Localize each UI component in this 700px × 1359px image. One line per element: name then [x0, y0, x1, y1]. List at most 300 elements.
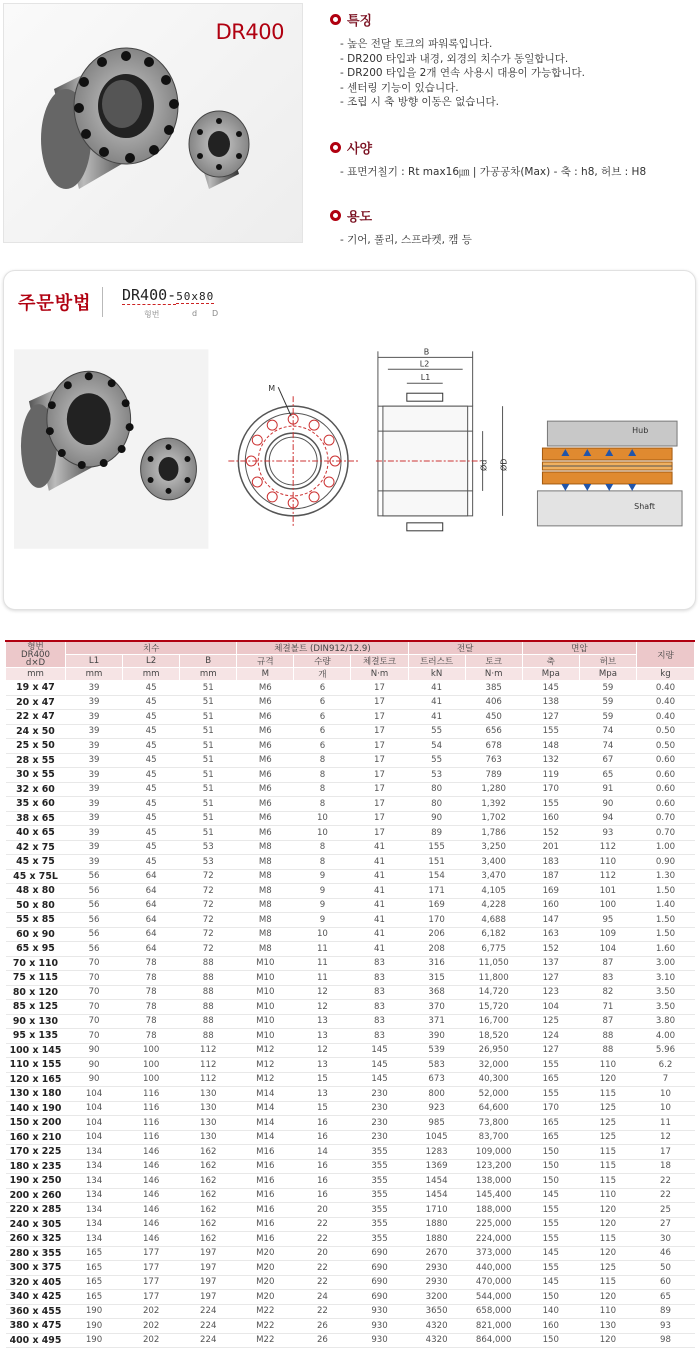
list-item: - 높은 전달 토크의 파워록입니다. — [340, 38, 493, 50]
table-cell: 3200 — [408, 1290, 465, 1305]
column-header: L1 — [66, 655, 123, 668]
table-cell: 104 — [66, 1116, 123, 1131]
table-cell: 12 — [637, 1130, 695, 1145]
table-cell: 177 — [123, 1246, 180, 1261]
table-cell: 59 — [579, 710, 636, 725]
table-cell: 83,700 — [465, 1130, 522, 1145]
table-cell: 41 — [351, 913, 408, 928]
table-cell: 673 — [408, 1072, 465, 1087]
table-cell: 1.50 — [637, 884, 695, 899]
table-cell: 78 — [123, 1029, 180, 1044]
table-row — [6, 1333, 695, 1348]
table-cell: 0.90 — [637, 855, 695, 870]
table-cell: 22 — [637, 1174, 695, 1189]
table-cell: 155 — [522, 797, 579, 812]
table-cell: 177 — [123, 1261, 180, 1276]
table-cell: 45 — [123, 840, 180, 855]
size-cell: 100 x 145 — [6, 1043, 66, 1058]
table-cell: 1880 — [408, 1217, 465, 1232]
table-cell: M20 — [237, 1261, 294, 1276]
table-cell: 132 — [522, 753, 579, 768]
table-cell: 6 — [294, 739, 351, 754]
label-phi-D: ØD — [499, 458, 509, 471]
table-cell: 100 — [123, 1058, 180, 1073]
table-cell: 116 — [123, 1130, 180, 1145]
table-row — [6, 898, 695, 913]
table-cell: 224,000 — [465, 1232, 522, 1247]
table-row — [6, 1145, 695, 1160]
table-cell: 39 — [66, 811, 123, 826]
table-cell: 440,000 — [465, 1261, 522, 1276]
table-cell: 17 — [637, 1145, 695, 1160]
table-cell: 3,400 — [465, 855, 522, 870]
table-cell: 145 — [522, 1188, 579, 1203]
table-cell: 72 — [180, 927, 237, 942]
table-cell: 45 — [123, 681, 180, 696]
table-cell: 51 — [180, 681, 237, 696]
table-cell: 8 — [294, 768, 351, 783]
table-cell: 155 — [522, 1261, 579, 1276]
table-cell: 88 — [180, 985, 237, 1000]
table-cell: 104 — [579, 942, 636, 957]
table-cell: M8 — [237, 869, 294, 884]
table-cell: M10 — [237, 956, 294, 971]
table-cell: 165 — [66, 1275, 123, 1290]
table-cell: M6 — [237, 826, 294, 841]
table-cell: 112 — [180, 1058, 237, 1073]
header-pressure: 면압 — [522, 641, 636, 655]
table-cell: 789 — [465, 768, 522, 783]
table-cell: 155 — [522, 1203, 579, 1218]
order-code-type-label: 형번 — [144, 310, 160, 319]
table-cell: 160 — [522, 811, 579, 826]
table-cell: 115 — [579, 1275, 636, 1290]
table-cell: 115 — [579, 1174, 636, 1189]
table-cell: 39 — [66, 724, 123, 739]
table-cell: 74 — [579, 739, 636, 754]
table-cell: 27 — [637, 1217, 695, 1232]
table-cell: 41 — [408, 681, 465, 696]
list-item: - 기어, 풀리, 스프라켓, 캠 등 — [340, 234, 472, 246]
table-row — [6, 1174, 695, 1189]
table-cell: 125 — [579, 1261, 636, 1276]
table-cell: 0.40 — [637, 681, 695, 696]
table-cell: 1.50 — [637, 913, 695, 928]
table-row — [6, 1217, 695, 1232]
table-cell: 41 — [351, 855, 408, 870]
table-cell: 112 — [180, 1043, 237, 1058]
table-cell: 450 — [465, 710, 522, 725]
table-cell: 51 — [180, 826, 237, 841]
table-cell: 4320 — [408, 1319, 465, 1334]
table-cell: 355 — [351, 1217, 408, 1232]
table-cell: 41 — [351, 884, 408, 899]
table-cell: 70 — [66, 971, 123, 986]
table-cell: 17 — [351, 710, 408, 725]
table-cell: 177 — [123, 1290, 180, 1305]
spec-heading: 사양 — [330, 138, 646, 157]
table-cell: 90 — [579, 797, 636, 812]
table-cell: 17 — [351, 739, 408, 754]
table-cell: 3.50 — [637, 1000, 695, 1015]
table-cell: 115 — [579, 1145, 636, 1160]
table-cell: 864,000 — [465, 1333, 522, 1348]
table-cell: M8 — [237, 884, 294, 899]
table-cell: M8 — [237, 942, 294, 957]
table-cell: 45 — [123, 710, 180, 725]
table-cell: 18,520 — [465, 1029, 522, 1044]
table-cell: 40,300 — [465, 1072, 522, 1087]
table-cell: 165 — [522, 1116, 579, 1131]
table-cell: 56 — [66, 942, 123, 957]
table-cell: 59 — [579, 695, 636, 710]
table-cell: 160 — [522, 1319, 579, 1334]
table-cell: 130 — [180, 1130, 237, 1145]
table-cell: 6 — [294, 681, 351, 696]
table-cell: 190 — [66, 1304, 123, 1319]
table-cell: 70 — [66, 1000, 123, 1015]
table-cell: 8 — [294, 840, 351, 855]
table-cell: 17 — [351, 695, 408, 710]
table-cell: M16 — [237, 1159, 294, 1174]
column-header: 트러스트 — [408, 655, 465, 668]
table-cell: M6 — [237, 681, 294, 696]
table-cell: 64,600 — [465, 1101, 522, 1116]
unit-header: mm — [6, 668, 66, 681]
table-cell: 110 — [579, 1188, 636, 1203]
table-cell: 17 — [351, 768, 408, 783]
table-cell: M16 — [237, 1174, 294, 1189]
size-cell: 35 x 60 — [6, 797, 66, 812]
table-cell: 150 — [522, 1159, 579, 1174]
table-cell: 73,800 — [465, 1116, 522, 1131]
table-cell: 100 — [123, 1043, 180, 1058]
table-cell: 53 — [180, 855, 237, 870]
table-cell: 355 — [351, 1159, 408, 1174]
table-row — [6, 695, 695, 710]
table-cell: 14 — [294, 1145, 351, 1160]
table-cell: 197 — [180, 1290, 237, 1305]
table-cell: 39 — [66, 710, 123, 725]
table-cell: 17 — [351, 681, 408, 696]
unit-header: Mpa — [579, 668, 636, 681]
table-cell: 197 — [180, 1261, 237, 1276]
table-cell: 154 — [408, 869, 465, 884]
table-cell: 539 — [408, 1043, 465, 1058]
table-cell: 120 — [579, 1072, 636, 1087]
table-row — [6, 1130, 695, 1145]
size-cell: 280 x 355 — [6, 1246, 66, 1261]
table-cell: 78 — [123, 1000, 180, 1015]
table-cell: 39 — [66, 739, 123, 754]
table-cell: M8 — [237, 913, 294, 928]
table-cell: 17 — [351, 724, 408, 739]
table-cell: 1,702 — [465, 811, 522, 826]
table-row — [6, 1159, 695, 1174]
table-cell: 51 — [180, 724, 237, 739]
table-cell: 55 — [408, 753, 465, 768]
table-row — [6, 1029, 695, 1044]
header-size: 형번 DR400 d×D — [6, 641, 66, 668]
table-row — [6, 971, 695, 986]
table-cell: M10 — [237, 1000, 294, 1015]
table-cell: 26 — [294, 1319, 351, 1334]
table-cell: 145,400 — [465, 1188, 522, 1203]
table-cell: 0.60 — [637, 797, 695, 812]
table-cell: 26,950 — [465, 1043, 522, 1058]
table-cell: 690 — [351, 1290, 408, 1305]
size-cell: 200 x 260 — [6, 1188, 66, 1203]
table-cell: 17 — [351, 782, 408, 797]
unit-header: Mpa — [522, 668, 579, 681]
header-bolt: 체결볼트 (DIN912/12.9) — [237, 641, 408, 655]
table-cell: 94 — [579, 811, 636, 826]
table-cell: 120 — [579, 1246, 636, 1261]
table-cell: 13 — [294, 1029, 351, 1044]
table-cell: 130 — [180, 1087, 237, 1102]
product-model-title: DR400 — [215, 20, 284, 44]
table-cell: 163 — [522, 927, 579, 942]
size-cell: 120 x 165 — [6, 1072, 66, 1087]
spec-list — [340, 165, 646, 180]
table-cell: 22 — [294, 1217, 351, 1232]
table-cell: M6 — [237, 797, 294, 812]
table-cell: 162 — [180, 1145, 237, 1160]
table-cell: 0.40 — [637, 695, 695, 710]
table-row — [6, 884, 695, 899]
size-cell: 24 x 50 — [6, 724, 66, 739]
table-cell: 88 — [180, 1000, 237, 1015]
table-cell: 91 — [579, 782, 636, 797]
table-cell: 41 — [351, 942, 408, 957]
table-cell: 6.2 — [637, 1058, 695, 1073]
specification-table — [5, 640, 695, 1348]
table-row — [6, 739, 695, 754]
table-cell: 90 — [66, 1043, 123, 1058]
table-cell: 0.60 — [637, 768, 695, 783]
table-cell: 39 — [66, 855, 123, 870]
table-cell: 67 — [579, 753, 636, 768]
table-cell: 656 — [465, 724, 522, 739]
table-cell: 22 — [294, 1275, 351, 1290]
table-cell: 134 — [66, 1203, 123, 1218]
order-code — [122, 285, 219, 319]
table-cell: 145 — [351, 1043, 408, 1058]
table-cell: M20 — [237, 1290, 294, 1305]
column-header: L2 — [123, 655, 180, 668]
table-cell: 115 — [579, 1159, 636, 1174]
table-cell: 41 — [351, 840, 408, 855]
table-cell: 13 — [294, 1058, 351, 1073]
table-row — [6, 1014, 695, 1029]
table-cell: 112 — [180, 1072, 237, 1087]
table-cell: 3.50 — [637, 985, 695, 1000]
table-row — [6, 797, 695, 812]
table-cell: 104 — [66, 1130, 123, 1145]
table-cell: 39 — [66, 681, 123, 696]
table-cell: 0.50 — [637, 724, 695, 739]
table-cell: 90 — [66, 1058, 123, 1073]
column-header: 체결토크 — [351, 655, 408, 668]
table-cell: 4.00 — [637, 1029, 695, 1044]
column-header: 토크 — [465, 655, 522, 668]
header-dims: 치수 — [66, 641, 237, 655]
table-cell: 155 — [522, 1087, 579, 1102]
table-cell: 78 — [123, 985, 180, 1000]
table-cell: 82 — [579, 985, 636, 1000]
table-cell: 55 — [408, 724, 465, 739]
table-cell: M10 — [237, 1029, 294, 1044]
table-row — [6, 768, 695, 783]
table-cell: 64 — [123, 913, 180, 928]
table-cell: 316 — [408, 956, 465, 971]
table-cell: 130 — [180, 1116, 237, 1131]
table-cell: 16 — [294, 1159, 351, 1174]
table-cell: 123 — [522, 985, 579, 1000]
table-cell: 10 — [637, 1101, 695, 1116]
table-cell: 72 — [180, 884, 237, 899]
table-cell: 110 — [579, 1304, 636, 1319]
table-cell: 1,786 — [465, 826, 522, 841]
table-cell: 120 — [579, 1333, 636, 1348]
size-cell: 110 x 155 — [6, 1058, 66, 1073]
table-cell: 130 — [180, 1101, 237, 1116]
table-cell: M22 — [237, 1319, 294, 1334]
table-cell: 230 — [351, 1087, 408, 1102]
table-cell: 12 — [294, 985, 351, 1000]
list-item: - 조립 시 축 방향 이동은 없습니다. — [340, 96, 500, 109]
circle-bullet-icon — [330, 142, 341, 153]
table-cell: 224 — [180, 1333, 237, 1348]
table-cell: 152 — [522, 826, 579, 841]
table-cell: 169 — [522, 884, 579, 899]
unit-header: M — [237, 668, 294, 681]
table-cell: 1283 — [408, 1145, 465, 1160]
table-cell: M14 — [237, 1116, 294, 1131]
table-cell: 127 — [522, 1043, 579, 1058]
table-cell: M10 — [237, 1014, 294, 1029]
table-cell: 64 — [123, 927, 180, 942]
table-cell: 11 — [637, 1116, 695, 1131]
list-item: - 표면거칠기 : Rt max16㎛ | 가공공차(Max) - 축 : h8, 허브 : H8 — [340, 166, 647, 178]
table-cell: M12 — [237, 1072, 294, 1087]
table-cell: 3650 — [408, 1304, 465, 1319]
size-cell: 85 x 125 — [6, 1000, 66, 1015]
table-cell: 146 — [123, 1159, 180, 1174]
table-cell: 10 — [294, 826, 351, 841]
table-cell: 155 — [522, 1217, 579, 1232]
table-cell: M6 — [237, 753, 294, 768]
table-cell: 78 — [123, 956, 180, 971]
table-cell: 16 — [294, 1188, 351, 1203]
table-cell: 39 — [66, 826, 123, 841]
table-cell: 171 — [408, 884, 465, 899]
table-cell: 10 — [294, 927, 351, 942]
table-cell: 155 — [522, 724, 579, 739]
table-cell: 64 — [123, 898, 180, 913]
table-cell: 41 — [408, 695, 465, 710]
table-cell: 187 — [522, 869, 579, 884]
table-cell: 51 — [180, 782, 237, 797]
table-cell: 373,000 — [465, 1246, 522, 1261]
table-cell: 72 — [180, 898, 237, 913]
table-cell: 137 — [522, 956, 579, 971]
table-cell: 197 — [180, 1275, 237, 1290]
table-cell: 109 — [579, 927, 636, 942]
size-cell: 380 x 475 — [6, 1319, 66, 1334]
table-row — [6, 1116, 695, 1131]
table-cell: 355 — [351, 1188, 408, 1203]
table-cell: 18 — [637, 1159, 695, 1174]
table-cell: 9 — [294, 898, 351, 913]
table-cell: 90 — [408, 811, 465, 826]
table-cell: 146 — [123, 1174, 180, 1189]
table-cell: 155 — [522, 1058, 579, 1073]
table-cell: 6 — [294, 724, 351, 739]
table-cell: 98 — [637, 1333, 695, 1348]
size-cell: 340 x 425 — [6, 1290, 66, 1305]
table-cell: 46 — [637, 1246, 695, 1261]
column-header: 규격 — [237, 655, 294, 668]
table-cell: 51 — [180, 710, 237, 725]
table-cell: M10 — [237, 971, 294, 986]
table-cell: 2670 — [408, 1246, 465, 1261]
table-cell: 13 — [294, 1014, 351, 1029]
table-row — [6, 826, 695, 841]
table-cell: 170 — [408, 913, 465, 928]
label-hub: Hub — [632, 426, 649, 436]
order-code-size: 50x80 — [176, 290, 215, 303]
table-cell: 930 — [351, 1304, 408, 1319]
table-cell: 6 — [294, 710, 351, 725]
table-cell: 83 — [351, 1029, 408, 1044]
order-code-d-label: d — [192, 309, 198, 318]
table-cell: 406 — [465, 695, 522, 710]
table-cell: 165 — [66, 1261, 123, 1276]
table-cell: 89 — [408, 826, 465, 841]
table-cell: 83 — [351, 956, 408, 971]
size-cell: 60 x 90 — [6, 927, 66, 942]
table-cell: 22 — [294, 1304, 351, 1319]
table-cell: 125 — [579, 1130, 636, 1145]
table-cell: 9 — [294, 913, 351, 928]
table-row — [6, 942, 695, 957]
table-cell: 224 — [180, 1319, 237, 1334]
table-cell: 104 — [66, 1101, 123, 1116]
table-cell: 206 — [408, 927, 465, 942]
unit-header: N·m — [465, 668, 522, 681]
table-cell: 134 — [66, 1188, 123, 1203]
table-cell: 124 — [522, 1029, 579, 1044]
table-cell: 985 — [408, 1116, 465, 1131]
table-cell: 4,228 — [465, 898, 522, 913]
size-cell: 140 x 190 — [6, 1101, 66, 1116]
table-cell: 6,182 — [465, 927, 522, 942]
table-cell: 83 — [351, 985, 408, 1000]
table-cell: 88 — [180, 971, 237, 986]
table-cell: M20 — [237, 1246, 294, 1261]
table-cell: 56 — [66, 869, 123, 884]
table-cell: 8 — [294, 753, 351, 768]
table-cell: 87 — [579, 956, 636, 971]
size-cell: 30 x 55 — [6, 768, 66, 783]
label-B: B — [423, 347, 430, 357]
table-cell: M14 — [237, 1130, 294, 1145]
table-cell: 1454 — [408, 1174, 465, 1189]
table-cell: 3.10 — [637, 971, 695, 986]
size-cell: 320 x 405 — [6, 1275, 66, 1290]
column-header: 허브 — [579, 655, 636, 668]
